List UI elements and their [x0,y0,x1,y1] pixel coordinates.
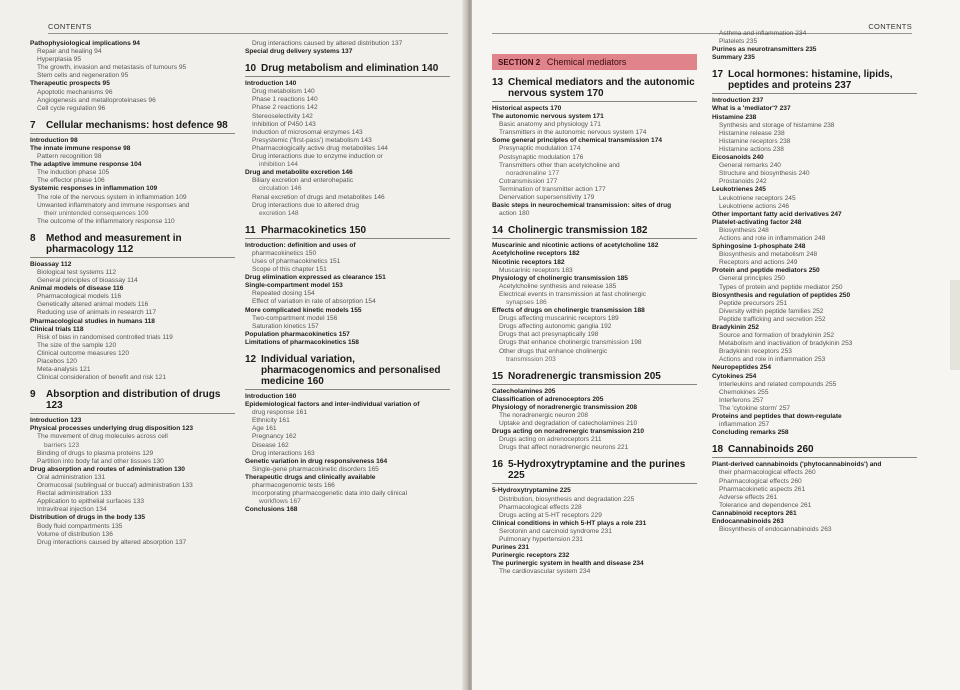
toc-subentry: The growth, invasion and metastasis of tumours 95 [37,64,187,72]
toc-column-3 [492,30,697,577]
chapter-heading [492,459,697,484]
toc-subentry: Basic anatomy and physiology 171 [499,121,601,129]
toc-entry: Conclusions 168 [245,506,298,514]
page-edge-tab [950,280,960,370]
chapter-number: 13 [492,77,504,88]
chapter-title: Cannabinoids 260 [728,444,814,456]
toc-subentry: The noradrenergic neuron 208 [499,412,589,419]
toc-subentry: Electrical events in transmission at fast cholinergic [499,290,646,298]
toc-entry: Genetic variation in drug responsiveness 164 [245,457,388,465]
toc-subentry: Presynaptic modulation 174 [499,145,581,153]
toc-entry: Introduction 98 [30,136,78,144]
running-header-left: CONTENTS [48,22,92,31]
toc-subentry: The movement of drug molecules across cell [37,433,168,441]
toc-subentry: Pharmacological models 116 [37,293,122,301]
toc-entry: Pathophysiological implications 94 [30,40,140,47]
left-page [0,0,468,690]
toc-subentry: Incorporating pharmacogenetic data into daily clinical [252,490,408,498]
toc-entry: Histamine 238 [712,113,757,121]
toc-subentry: Drug interactions 163 [252,449,315,457]
toc-subentry: Structure and biosynthesis 240 [719,170,810,178]
toc-entry: Proteins and peptides that down-regulate [712,413,842,421]
toc-subentry: their unintended consequences 109 [44,209,149,217]
toc-subentry: Inhibition of P450 143 [252,120,316,128]
toc-subentry: Repair and healing 94 [37,48,102,56]
toc-subentry: Phase 1 reactions 140 [252,96,318,104]
toc-subentry: Disease 162 [252,441,289,449]
toc-subentry: Metabolism and inactivation of bradykinin 253 [719,340,853,348]
toc-subentry: Cotransmission 177 [499,177,558,185]
toc-subentry: circulation 146 [259,185,302,193]
toc-entry: Muscarinic and nicotinic actions of acetylcholine 182 [492,242,659,250]
chapter-number: 11 [245,224,256,236]
toc-subentry: Pharmacokinetic aspects 261 [719,485,806,493]
chapter-title: Chemical mediators and the autonomic nervous system 170 [508,77,695,99]
toc-subentry: Biliary excretion and enterohepatic [252,177,354,185]
toc-subentry: Interleukins and related compounds 255 [719,380,837,388]
toc-subentry: Drugs acting on adrenoceptors 211 [499,436,602,444]
chapter-heading [30,389,235,414]
toc-entry: Introduction: definition and uses of [245,241,356,249]
chapter-heading [712,69,917,94]
toc-subentry: Unwanted inflammatory and immune responses and [37,201,190,209]
toc-subentry: Two-compartment model 156 [252,314,338,322]
section-title: Chemical mediators [546,57,627,67]
toc-entry: Bioassay 112 [30,260,72,268]
toc-subentry: The size of the sample 120 [37,341,117,349]
toc-entry: Neuropeptides 254 [712,364,771,372]
toc-entry: Historical aspects 170 [492,105,562,112]
toc-subentry: Hyperplasia 95 [37,56,81,64]
toc-entry: Plant-derived cannabinoids ('phytocannabinoids') and [712,461,882,469]
toc-subentry: Pharmacologically active drug metabolites 144 [252,144,388,152]
toc-subentry: Meta-analysis 121 [37,366,91,374]
running-header-right: CONTENTS [868,22,912,31]
toc-subentry: Apoptotic mechanisms 96 [37,88,113,96]
toc-subentry: transmission 203 [506,355,556,363]
toc-entry: Drug and metabolite excretion 146 [245,169,353,177]
toc-entry: Biosynthesis and regulation of peptides 250 [712,291,851,299]
toc-entry: Physical processes underlying drug disposition 123 [30,425,194,433]
chapter-number: 18 [712,444,724,456]
toc-subentry: Reducing use of animals in research 117 [37,309,156,317]
toc-subentry: Stem cells and regeneration 95 [37,72,129,80]
toc-subentry: Rectal administration 133 [37,490,112,498]
toc-subentry: Peptide trafficking and secretion 252 [719,315,826,323]
toc-subentry: Presystemic ('first-pass') metabolism 143 [252,136,372,144]
toc-entry: Cytokines 254 [712,372,757,380]
chapter-heading [30,120,235,134]
toc-entry: Catecholamines 205 [492,387,556,395]
toc-subentry: pharmacokinetics 150 [252,249,317,257]
toc-subentry: Chemokines 255 [719,388,769,396]
chapter-title: Absorption and distribution of drugs 123 [46,389,221,412]
chapter-number: 10 [245,63,257,75]
toc-subentry: action 180 [499,210,530,218]
toc-subentry: Genetically altered animal models 116 [37,301,149,309]
toc-subentry: workflows 167 [259,498,301,506]
toc-subentry: Platelets 235 [719,38,758,46]
toc-entry: Pharmacological studies in humans 118 [30,317,155,325]
toc-subentry: The cardiovascular system 234 [499,568,591,576]
toc-entry: Endocannabinoids 263 [712,517,784,525]
toc-subentry: Leukotriene receptors 245 [719,194,796,202]
toc-subentry: Stereoselectivity 142 [252,112,313,120]
chapter-number: 8 [30,232,36,244]
chapter-title: Noradrenergic transmission 205 [508,370,661,382]
toc-subentry: Receptors and actions 249 [719,259,798,267]
toc-subentry: General remarks 240 [719,162,781,170]
toc-subentry: Pharmacological effects 260 [719,477,802,485]
toc-subentry: Drugs acting at 5-HT receptors 229 [499,511,602,519]
chapter-number: 16 [492,459,504,471]
toc-subentry: Pharmacological effects 228 [499,503,582,511]
toc-subentry: General principles of bioassay 114 [37,277,138,285]
chapter-title: 5-Hydroxytryptamine and the purines 225 [508,459,686,482]
chapter-heading [245,354,450,390]
toc-subentry: Scope of this chapter 151 [252,266,327,274]
toc-subentry: Pulmonary hypertension 231 [499,536,583,544]
header-rule [48,33,448,34]
toc-subentry: General principles 250 [719,275,785,283]
toc-subentry: excretion 148 [259,209,299,217]
toc-subentry: The induction phase 105 [37,169,110,177]
toc-subentry: Synthesis and storage of histamine 238 [719,121,835,129]
chapter-title: Cellular mechanisms: host defence 98 [46,119,228,131]
toc-subentry: The 'cytokine storm' 257 [719,404,791,412]
toc-entry: Therapeutic prospects 95 [30,80,110,88]
toc-entry: Some general principles of chemical transmission 174 [492,137,663,145]
toc-subentry: Oromucosal (sublingual or buccal) administration 133 [37,482,193,490]
chapter-number: 14 [492,225,504,237]
toc-subentry: Other drugs that enhance cholinergic [499,347,608,355]
toc-subentry: Source and formation of bradykinin 252 [719,332,835,340]
toc-subentry: Body fluid compartments 135 [37,522,123,530]
toc-column-1 [30,40,235,547]
toc-subentry: Drug metabolism 140 [252,88,315,96]
toc-entry: Single-compartment model 153 [245,282,343,290]
toc-subentry: Binding of drugs to plasma proteins 129 [37,449,154,457]
toc-subentry: Angiogenesis and metalloproteinases 96 [37,96,156,104]
toc-subentry: Interferons 257 [719,396,764,404]
toc-entry: What is a 'mediator'? 237 [712,105,791,113]
toc-subentry: Actions and role in inflammation 253 [719,356,826,364]
toc-entry: Other important fatty acid derivatives 247 [712,210,842,218]
toc-entry: The adaptive immune response 104 [30,161,142,169]
toc-entry: Special drug delivery systems 137 [245,48,353,56]
chapter-title: Individual variation, pharmacogenomics and personalised medicine 160 [261,354,441,387]
chapter-title: Drug metabolism and elimination 140 [261,63,439,75]
toc-subentry: Placebos 120 [37,358,77,365]
toc-entry: Platelet-activating factor 248 [712,218,802,226]
toc-entry: Animal models of disease 116 [30,285,124,293]
toc-subentry: Asthma and inflammation 234 [719,30,807,37]
toc-subentry: Drugs that affect noradrenergic neurons 221 [499,444,629,452]
toc-entry: Sphingosine 1-phosphate 248 [712,243,806,251]
chapter-heading [712,444,917,458]
toc-subentry: Drugs affecting autonomic ganglia 192 [499,323,612,331]
toc-entry: More complicated kinetic models 155 [245,306,362,314]
toc-entry: Bradykinin 252 [712,324,759,331]
chapter-heading [30,233,235,258]
toc-subentry: The outcome of the inflammatory response 110 [37,217,175,225]
toc-subentry: Postsynaptic modulation 176 [499,153,584,161]
toc-subentry: Partition into body fat and other tissues 130 [37,457,164,465]
toc-entry: Summary 235 [712,54,755,62]
toc-subentry: Types of protein and peptide mediator 250 [719,283,843,291]
toc-subentry: Volume of distribution 136 [37,530,113,538]
toc-subentry: Prostanoids 242 [719,178,767,186]
toc-subentry: Pregnancy 162 [252,433,297,441]
chapter-heading [492,371,697,385]
toc-subentry: Phase 2 reactions 142 [252,104,318,112]
chapter-number: 12 [245,354,257,365]
toc-entry: Systemic responses in inflammation 109 [30,185,158,193]
toc-subentry: Renal excretion of drugs and metabolites 146 [252,193,385,201]
toc-subentry: Induction of microsomal enzymes 143 [252,128,363,136]
toc-subentry: Acetylcholine synthesis and release 185 [499,282,617,290]
chapter-heading [492,77,697,102]
toc-column-2 [245,40,450,514]
toc-entry: Nicotinic receptors 182 [492,258,565,266]
toc-subentry: barriers 123 [44,441,80,449]
toc-subentry: Biosynthesis 248 [719,226,769,234]
toc-subentry: Cell cycle regulation 96 [37,104,106,112]
chapter-title: Method and measurement in pharmacology 112 [46,232,182,255]
toc-subentry: Adverse effects 261 [719,493,778,501]
toc-subentry: Uptake and degradation of catecholamines 210 [499,420,638,428]
toc-subentry: Drug interactions caused by altered absorption 137 [37,538,187,546]
toc-subentry: Muscarinic receptors 183 [499,266,573,274]
section-label: SECTION 2 [498,58,541,67]
toc-subentry: their pharmacological effects 260 [719,469,816,477]
toc-subentry: Histamine receptors 238 [719,137,791,145]
toc-entry: Drug elimination expressed as clearance 151 [245,274,386,282]
toc-subentry: Application to epithelial surfaces 133 [37,498,145,506]
toc-entry: Epidemiological factors and inter-individual variation of [245,401,420,409]
toc-subentry: Drug interactions due to altered drug [252,201,360,209]
toc-entry: The innate immune response 98 [30,144,131,152]
toc-subentry: Biosynthesis and metabolism 248 [719,251,818,259]
toc-subentry: Actions and role in inflammation 248 [719,234,826,242]
toc-entry: Classification of adrenoceptors 205 [492,395,604,403]
toc-subentry: Histamine release 238 [719,129,785,137]
chapter-title: Cholinergic transmission 182 [508,225,648,237]
toc-subentry: Clinical outcome measures 120 [37,349,129,357]
toc-entry: Introduction 160 [245,393,297,400]
toc-subentry: Drugs affecting muscarinic receptors 189 [499,315,619,323]
toc-subentry: Saturation kinetics 157 [252,322,319,330]
chapter-title: Local hormones: histamine, lipids, peptides and proteins 237 [728,69,893,92]
toc-subentry: Tolerance and dependence 261 [719,501,812,509]
toc-subentry: Serotonin and carcinoid syndrome 231 [499,527,612,535]
toc-entry: Clinical trials 118 [30,325,84,333]
toc-column-4 [712,30,917,534]
toc-subentry: drug response 161 [252,409,307,417]
toc-subentry: Bradykinin receptors 253 [719,348,792,356]
toc-entry: Purines 231 [492,544,530,552]
toc-subentry: inflammation 257 [719,421,770,429]
chapter-number: 15 [492,370,504,382]
toc-entry: Cannabinoid receptors 261 [712,509,797,517]
toc-entry: Leukotrienes 245 [712,186,766,194]
toc-entry: Purinergic receptors 232 [492,552,570,560]
toc-subentry: Leukotriene actions 246 [719,202,790,210]
right-page [472,0,960,690]
toc-entry: 5-Hydroxytryptamine 225 [492,487,571,495]
toc-subentry: The effector phase 106 [37,177,105,185]
toc-subentry: Ethnicity 161 [252,417,290,425]
toc-subentry: Age 161 [252,425,277,433]
chapter-number: 7 [30,119,36,131]
toc-entry: Introduction 237 [712,97,764,105]
toc-entry: Limitations of pharmacokinetics 158 [245,338,359,346]
toc-subentry: Oral administration 131 [37,473,106,481]
toc-subentry: Drugs that enhance cholinergic transmission 198 [499,339,642,347]
toc-entry: Protein and peptide mediators 250 [712,267,820,275]
toc-entry: The purinergic system in health and disease 234 [492,560,644,568]
toc-entry: Physiology of noradrenergic transmission 208 [492,403,638,411]
toc-entry: Distribution of drugs in the body 135 [30,514,146,522]
toc-entry: Physiology of cholinergic transmission 185 [492,274,628,282]
toc-subentry: inhibition 144 [259,161,298,169]
toc-subentry: Drugs that act presynaptically 198 [499,331,599,339]
toc-subentry: Peptide precursors 251 [719,299,788,307]
toc-subentry: Risk of bias in randomised controlled trials 119 [37,333,173,341]
toc-subentry: Single-gene pharmacokinetic disorders 165 [252,465,379,473]
toc-entry: Therapeutic drugs and clinically available [245,473,376,481]
section-banner [492,54,697,70]
chapter-number: 9 [30,389,36,401]
toc-entry: Drug absorption and routes of administration 130 [30,465,185,473]
toc-entry: Population pharmacokinetics 157 [245,330,350,338]
toc-subentry: Transmitters in the autonomic nervous system 174 [499,129,647,137]
toc-entry: Acetylcholine receptors 182 [492,250,580,258]
toc-subentry: Biosynthesis of endocannabinoids 263 [719,526,832,534]
toc-subentry: Diversity within peptide families 252 [719,307,824,315]
toc-subentry: Uses of pharmacokinetics 151 [252,257,341,265]
toc-entry: Eicosanoids 240 [712,154,764,162]
chapter-number: 17 [712,69,724,81]
toc-entry: Clinical conditions in which 5-HT plays a role 231 [492,519,647,527]
toc-subentry: The role of the nervous system in inflammation 109 [37,193,187,201]
toc-subentry: Histamine actions 238 [719,145,784,153]
toc-entry: Concluding remarks 258 [712,429,789,437]
toc-entry: Purines as neurotransmitters 235 [712,46,817,54]
toc-entry: The autonomic nervous system 171 [492,113,604,121]
toc-subentry: Transmitters other than acetylcholine and [499,161,620,169]
chapter-heading [492,225,697,239]
toc-subentry: Clinical consideration of benefit and risk 121 [37,374,167,382]
toc-subentry: Effect of variation in rate of absorption 154 [252,298,376,306]
toc-entry: Effects of drugs on cholinergic transmission 188 [492,307,645,315]
chapter-heading [245,225,450,239]
toc-subentry: noradrenaline 177 [506,169,560,177]
toc-subentry: Distribution, biosynthesis and degradation 225 [499,495,635,503]
toc-subentry: Termination of transmitter action 177 [499,185,606,193]
toc-subentry: Biological test systems 112 [37,268,117,276]
toc-subentry: Pattern recognition 98 [37,153,102,161]
toc-entry: Drugs acting on noradrenergic transmission 210 [492,428,645,436]
toc-subentry: pharmacogenomic tests 166 [252,482,335,490]
chapter-heading [245,63,450,77]
toc-subentry: Drug interactions due to enzyme induction or [252,153,383,161]
toc-entry: Introduction 140 [245,80,297,88]
toc-subentry: Intravitreal injection 134 [37,506,107,514]
toc-subentry: Denervation supersensitivity 179 [499,194,595,202]
toc-subentry: Drug interactions caused by altered distribution 137 [252,40,403,47]
chapter-title: Pharmacokinetics 150 [261,224,367,236]
toc-subentry: synapses 186 [506,298,547,306]
toc-subentry: Repeated dosing 154 [252,290,315,298]
toc-entry: Introduction 123 [30,417,82,425]
toc-entry: Basic steps in neurochemical transmission: sites of drug [492,202,672,210]
